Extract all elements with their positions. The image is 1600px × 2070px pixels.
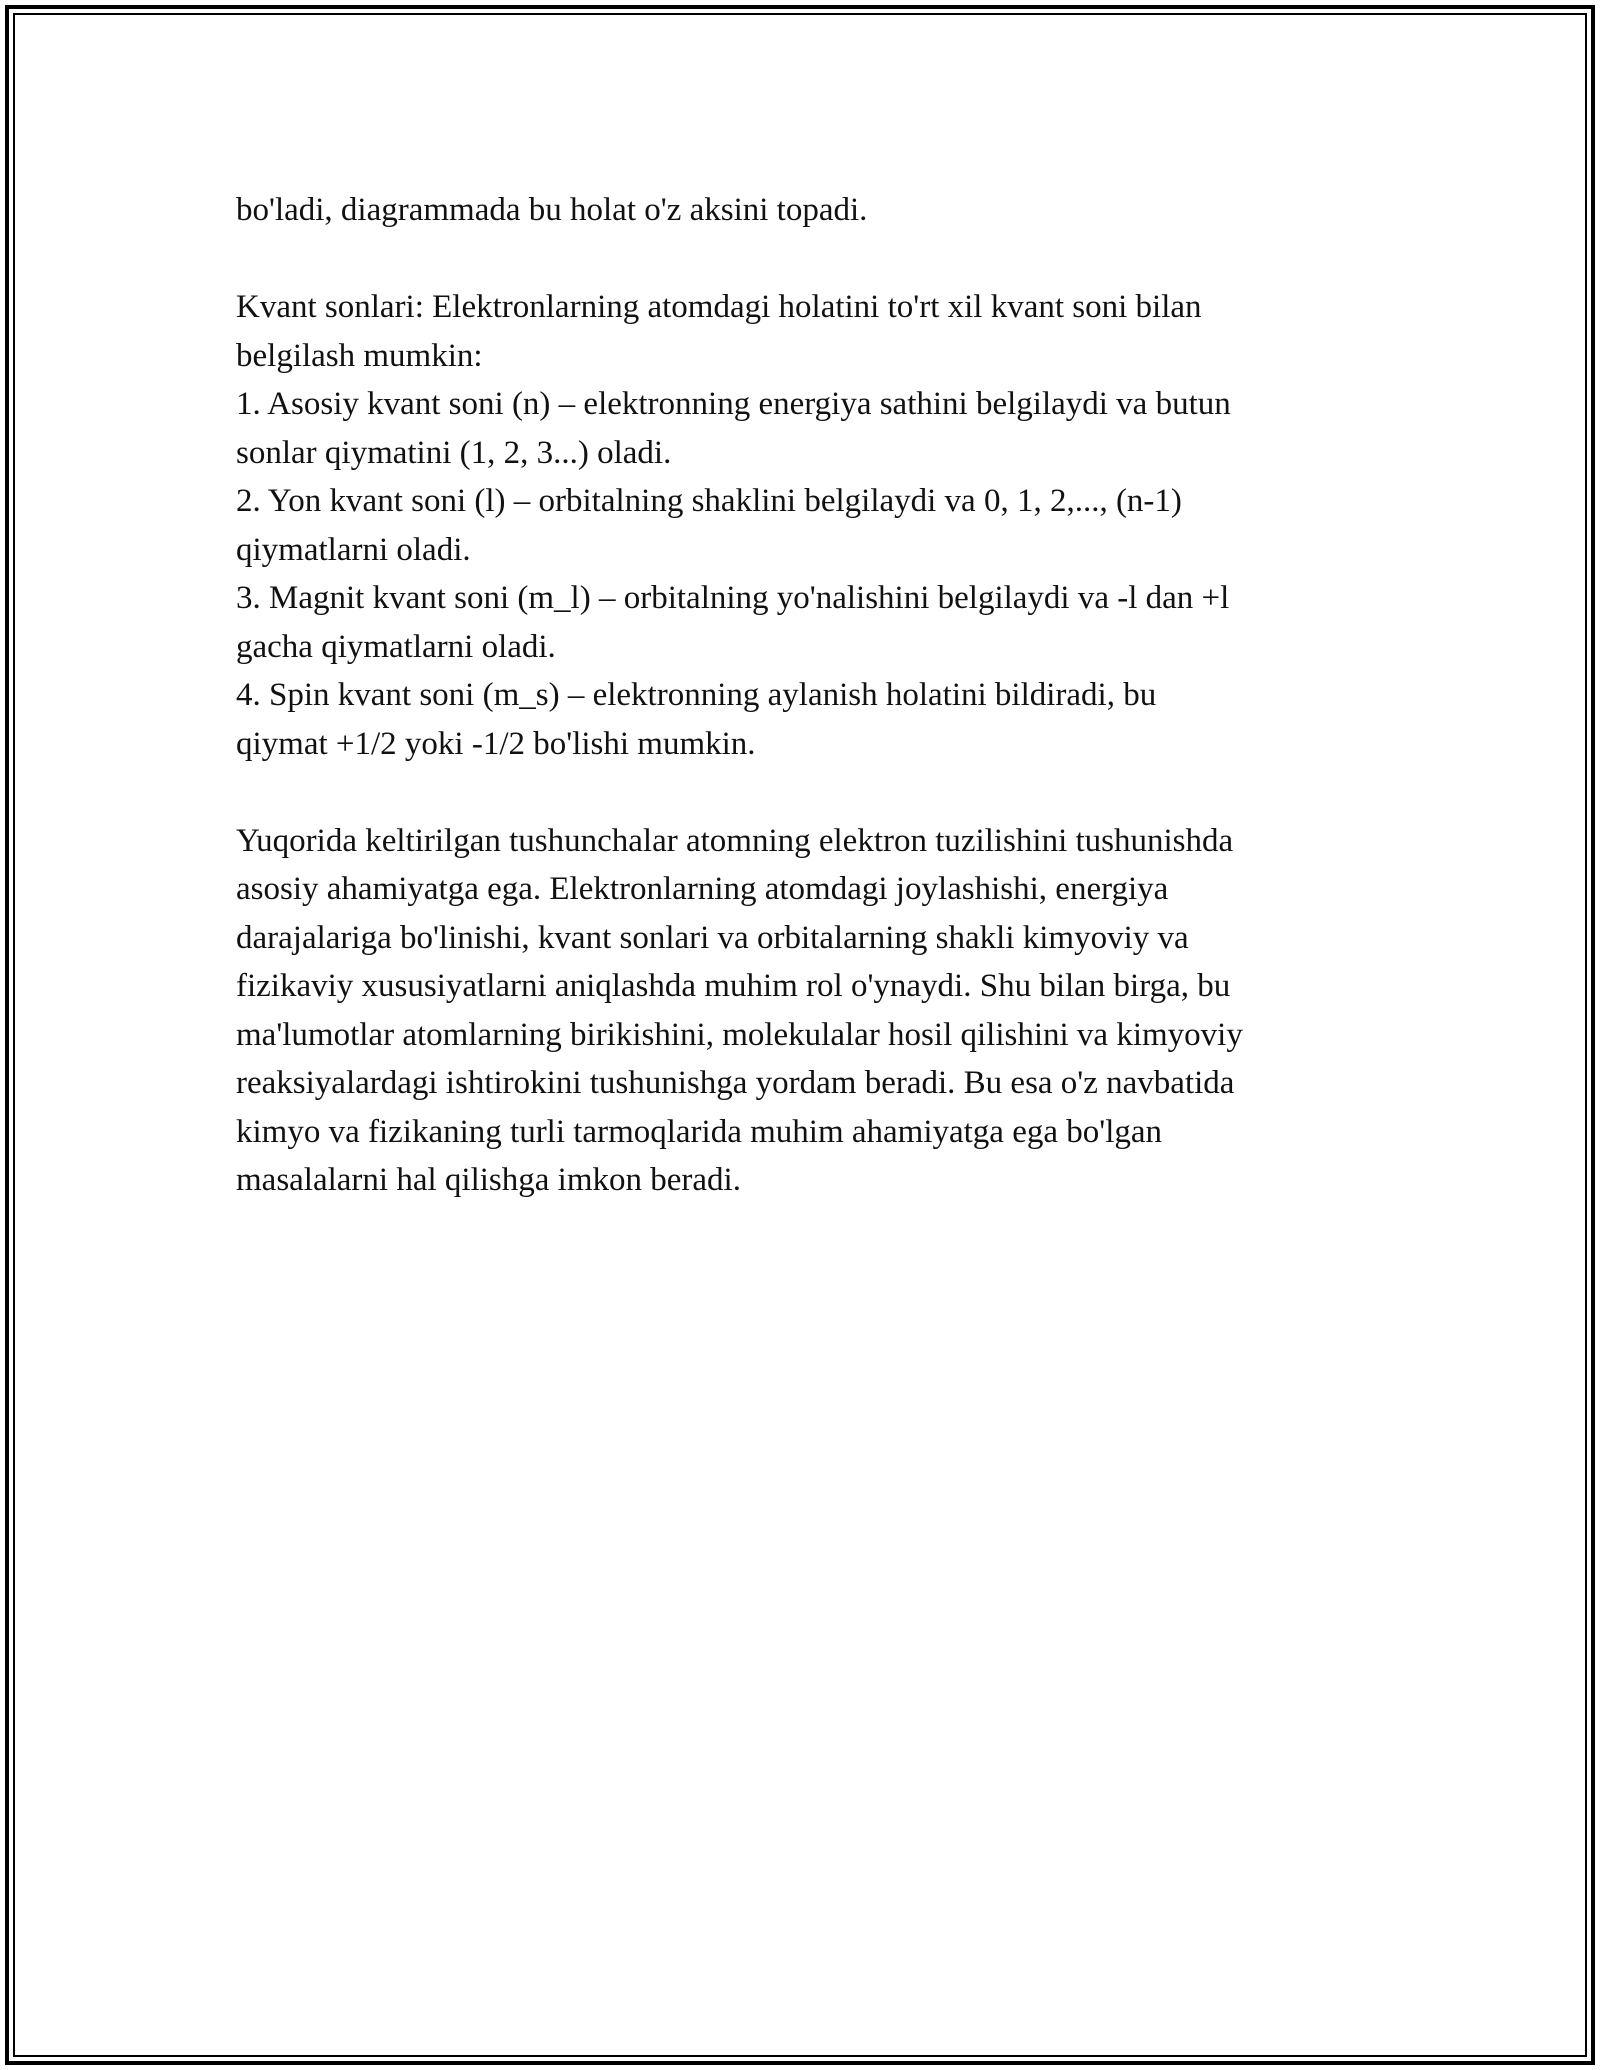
paragraph-spacer	[236, 235, 1376, 284]
quantum-numbers-paragraph: Kvant sonlari: Elektronlarning atomdagi holatini to'rt xil kvant soni bilan belgilash mumkin: 1. Asosiy kvant soni (n) – elektronning energiya sathini belgilaydi va butun sonlar qiymatini (1, 2, 3...) oladi. 2. Yon kvant soni (l) – orbitalning shaklini belgilaydi va 0, 1, 2,..., (n-1) qiymatlarni oladi. 3. Magnit kvant soni (m_l) – orbitalning yo'nalishini belgilaydi va -l dan +l gacha qiymatlarni oladi. 4. Spin kvant soni (m_s) – elektronning aylanish holatini bildiradi, bu qiymat +1/2 yoki -1/2 bo'lishi mumkin.	[236, 289, 1231, 762]
paragraph-spacer	[236, 768, 1376, 817]
conclusion-paragraph: Yuqorida keltirilgan tushunchalar atomning elektron tuzilishini tushunishda asosiy ahamiyatga ega. Elektronlarning atomdagi joylashishi, energiya darajalariga bo'linishi, kvant sonlari va orbitalarning shakli kimyoviy va fizikaviy xususiyatlarni aniqlashda muhim rol o'ynaydi. Shu bilan birga, bu ma'lumotlar atomlarning birikishini, molekulalar hosil qilishini va kimyoviy reaksiyalardagi ishtirokini tushunishga yordam beradi. Bu esa o'z navbatida kimyo va fizikaning turli tarmoqlarida muhim ahamiyatga ega bo'lgan masalalarni hal qilishga imkon beradi.	[236, 822, 1243, 1198]
continuation-paragraph: bo'ladi, diagrammada bu holat o'z aksini topadi.	[236, 192, 868, 228]
document-body	[236, 186, 1376, 1205]
